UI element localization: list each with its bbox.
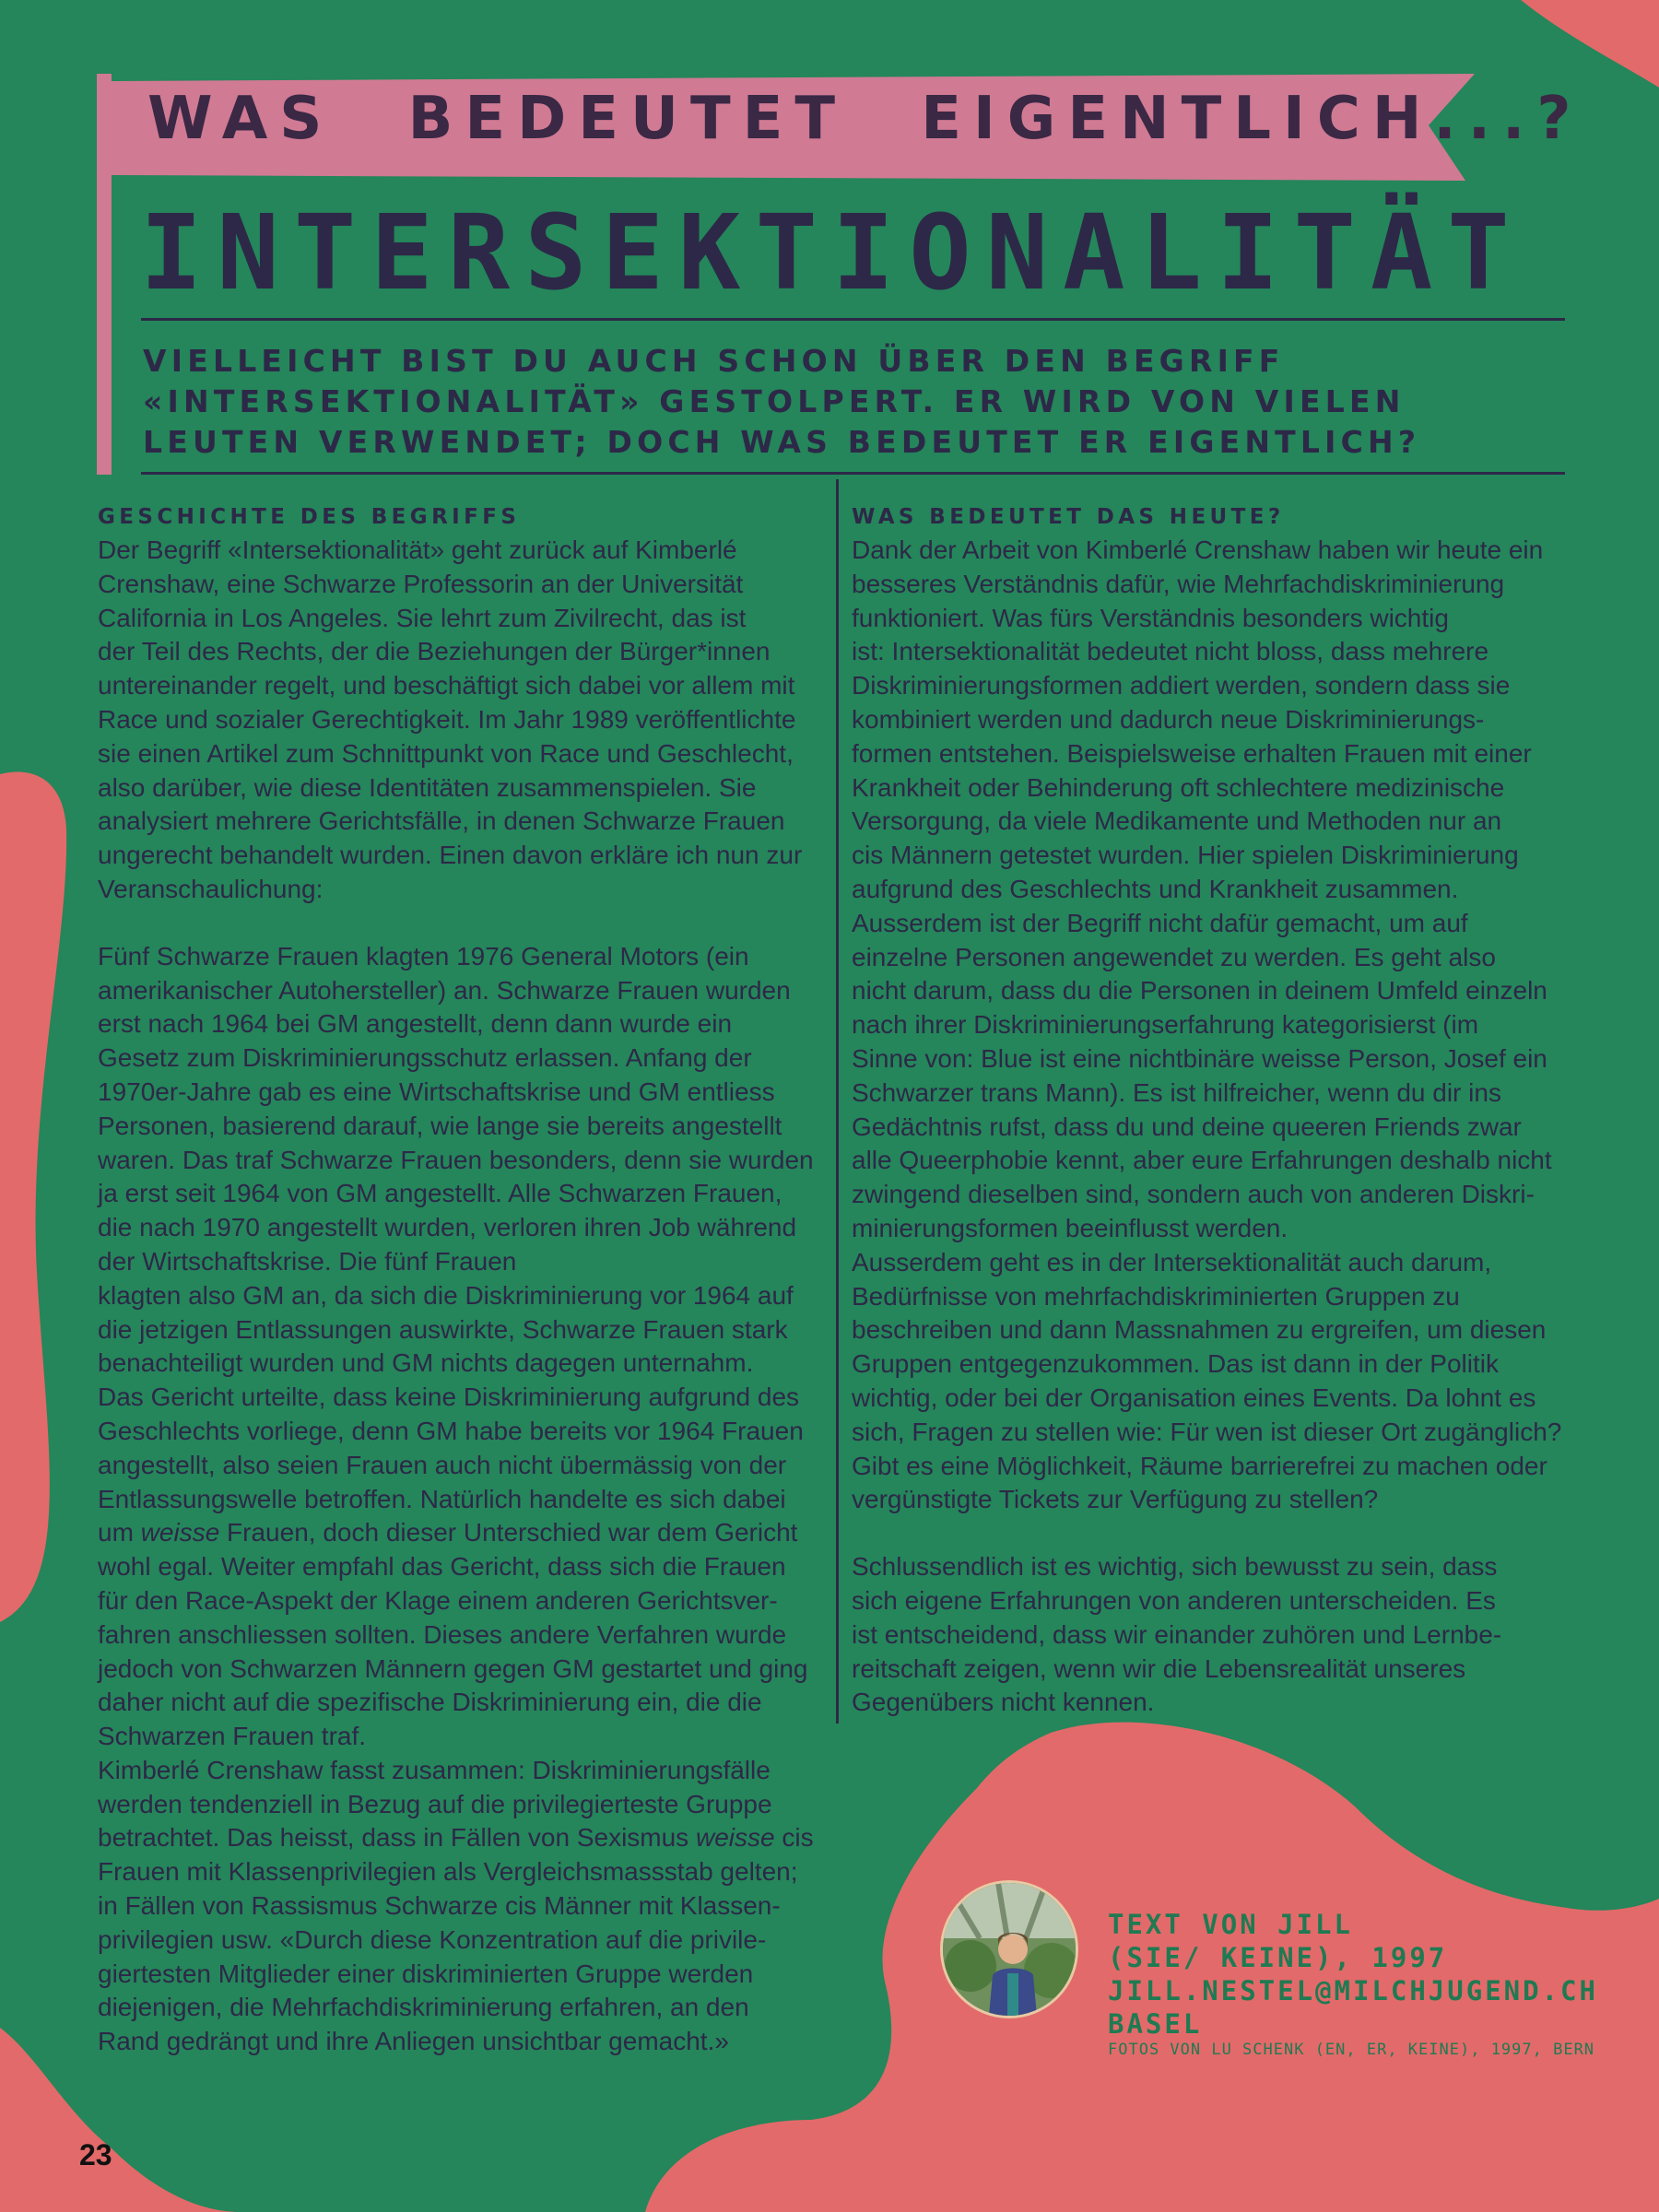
author-name: TEXT VON JILL [1108,1909,1353,1940]
emphasis: weisse [140,1518,220,1547]
intro-text: VIELLEICHT BIST DU AUCH SCHON ÜBER DEN BEGRIFF «INTERSEKTIONALITÄT» GESTOLPERT. ER WIRD VON VIELEN LEUTEN VERWENDET; DOCH WAS BEDEUTET ER EIGENTLICH? [143,343,1421,460]
top-right-blob [1521,0,1659,88]
left-blob [0,772,66,1623]
left-paragraph-2: Fünf Schwarze Frauen klagten 1976 General Motors (ein amerikanischer Autohersteller) an. Schwarze Frauen wurden erst nach 1964 bei GM angestellt, denn dann wurde ein Gesetz zum Diskriminierungsschutz erlassen. Anfang der 1970er-Jahre gab es eine Wirtschaftskrise und GM entliess Personen, basierend darauf, wie lange sie bereits angestellt waren. Das traf Schwarze Frauen besonders, denn sie wurden ja erst seit 1964 von GM angestellt. Alle Schwarzen Frauen, die nach 1970 angestellt wurden, verloren ihren Job während der Wirtschaftskrise. Die fünf Frauen klagten also GM an, da sich die Diskriminierung vor 1964 auf die jetzigen Entlassungen auswirkte, Schwarze Frauen stark benachteiligt wurden und GM nichts dagegen unternahm. Das Gericht urteilte, dass keine Diskriminierung aufgrund des Geschlechts vorliege, denn GM habe bereits vor 1964 Frauen angestellt, also seien Frauen auch nicht übermässig von der Entlassungswelle betroffen. Natürlich handelte es sich dabei [98,941,814,1513]
kicker-text: WAS BEDEUTET EIGENTLICH...? [147,85,1583,153]
title-rule [141,318,1565,321]
left-paragraph-1: Der Begriff «Intersektionalität» geht zurück auf Kimberlé Crenshaw, eine Schwarze Professorin an der Universität California in Los Angeles. Sie lehrt zum Zivilrecht, das ist der Teil des Rechts, der die Beziehungen der Bürger*innen untereinander regelt, und beschäftigt sich dabei vor allem mit Race und sozialer Gerechtigkeit. Im Jahr 1989 veröffentlichte sie einen Artikel zum Schnittpunkt von Race und Geschlecht, also darüber, wie diese Identitäten zusammenspielen. Sie analysiert mehrere Gerichtsfälle, in denen Schwarze Frauen ungerecht behandelt wurden. Einen davon erkläre ich nun zur Veranschaulichung: [98,535,803,903]
intro-rule [141,472,1565,475]
column-divider [836,479,839,1724]
right-paragraph-1: Dank der Arbeit von Kimberlé Crenshaw haben wir heute ein besseres Verständnis dafür, wie Mehrfachdiskriminierung funktioniert. Was fürs Verständnis besonders wichtig ist: Intersektionalität bedeutet nicht bloss, dass mehrere Diskriminierungsformen addiert werden, sondern dass sie kombiniert werden und dadurch neue Diskriminierungs- formen entstehen. Beispielsweise erhalten Frauen mit einer Krankheit oder Behinderung oft schlechtere medizinische Versorgung, da viele Medikamente und Methoden nur an cis Männern getestet wurden. Hier spielen Diskriminierung aufgrund des Geschlechts und Krankheit zusammen. Ausserdem ist der Begriff nicht dafür gemacht, um auf einzelne Personen angewendet zu werden. Es geht also nicht darum, dass du die Personen in deinem Umfeld einzeln nach ihrer Diskriminierungserfahrung kategorisierst (im Sinne von: Blue ist eine nichtbinäre weisse Person, Josef ein Schwarzer trans Mann). Es ist hilfreicher, wenn du dir ins Gedächtnis rufst, dass du und deine queeren Friends zwar alle Queerphobie kennt, aber eure Erfahrungen deshalb nicht zwingend dieselben sind, sondern auch von anderen Diskri- minierungsformen beeinflusst werden. Ausserdem geht es in der Intersektionalität auch darum, Bedürfnisse von mehrfachdiskriminierten Gruppen zu beschreiben und dann Massnahmen zu ergreifen, um diesen Gruppen entgegenzukommen. Das ist dann in der Politik wichtig, oder bei der Organisation eines Events. Da lohnt es sich, Fragen zu stellen wie: Für wen ist dieser Ort zugänglich? Gibt es eine Möglichkeit, Räume barrierefrei zu machen oder vergünstigte Tickets zur Verfügung zu stellen? [852,535,1562,1514]
right-column [852,502,1571,1720]
page-number: 23 [79,2138,112,2171]
left-paragraph-3: um weisse Frauen, doch dieser Unterschied war dem Gericht wohl egal. Weiter empfahl das Gericht, dass sich die Frauen für den Race-Aspekt der Klage einem anderen Gerichtsver- fahren anschliessen sollten. Dieses andere Verfahren wurde jedoch von Schwarzen Männern gegen GM gestartet und ging daher nicht auf die spezifische Diskriminierung ein, die die Schwarzen Frauen traf. Kimberlé Crenshaw fasst zusammen: Diskriminierungsfälle werden tendenziell in Bezug auf die privilegierteste Gruppe betrachtet. Das heisst, dass in Fällen von Sexismus weisse cis Frauen mit Klassenprivilegien als Vergleichsmassstab gelten; in Fällen von Rassismus Schwarze cis Männer mit Klassen- privilegien usw. «Durch diese Konzentration auf die privile- giertesten Mitglieder einer diskriminierten Gruppe werden diejenigen, die Mehrfachdiskriminierung erfahren, an den Rand gedrängt und ihre Anliegen unsichtbar gemacht.» [98,1518,814,2056]
flag-pole [97,74,112,475]
page-title: INTERSEKTIONALITÄT [140,194,1524,313]
right-heading: WAS BEDEUTET DAS HEUTE? [852,505,1285,529]
author-info [1108,1908,1598,2041]
author-photo [940,1880,1078,2018]
author-box [940,1880,1641,2059]
author-email[interactable]: JILL.NESTEL@MILCHJUGEND.CH [1108,1975,1598,2006]
right-paragraph-2: Schlussendlich ist es wichtig, sich bewusst zu sein, dass sich eigene Erfahrungen von anderen unterscheiden. Es ist entscheidend, dass wir einander zuhören und Lernbe- reitschaft zeigen, wenn wir die Lebensrealität unseres Gegenübers nicht kennen. [852,1552,1502,1717]
photo-credit: FOTOS VON LU SCHENK (EN, ER, KEINE), 1997, BERN [1108,2041,1595,2059]
left-heading: GESCHICHTE DES BEGRIFFS [98,505,521,529]
author-city: BASEL [1108,2008,1203,2040]
left-column [98,502,835,2059]
author-pronouns: (SIE/ KEINE), 1997 [1108,1942,1448,1973]
emphasis: weisse [695,1823,775,1853]
